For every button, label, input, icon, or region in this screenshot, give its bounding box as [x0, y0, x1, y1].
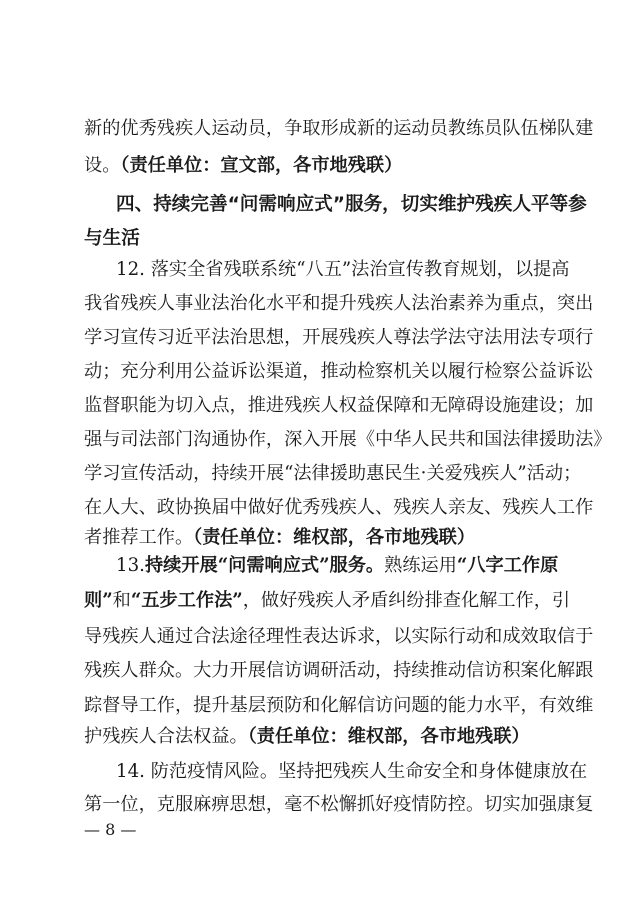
text-run: 监督职能为切入点，推进残疾人权益保障和无障碍设施建设；加	[84, 395, 594, 416]
paragraph-line	[84, 289, 594, 319]
text-run: 熟练运用	[384, 555, 457, 576]
paragraph-line	[84, 622, 594, 652]
paragraph-line	[116, 255, 570, 285]
section-heading-text: 与生活	[84, 228, 140, 249]
page-number: — 8 —	[84, 820, 137, 839]
emphasis: 则”	[84, 590, 113, 611]
paragraph-line	[84, 722, 554, 752]
text-run: 者推荐工作。	[84, 527, 194, 548]
text-run: 学习宣传活动，持续开展“法律援助惠民生·关爱残疾人”活动；	[84, 463, 582, 484]
text-run: 新的优秀残疾人运动员，争取形成新的运动员教练员队伍梯队建	[84, 118, 594, 139]
emphasis: “五步工作法”	[130, 590, 243, 611]
text-run: 学习宣传习近平法治思想，开展残疾人尊法学法守法用法专项行	[84, 327, 594, 348]
paragraph-line	[84, 790, 594, 820]
paragraph-line	[84, 586, 571, 616]
text-run: 设。	[84, 155, 121, 176]
paragraph-line	[116, 551, 559, 581]
responsible-unit: （责任单位：维权部，各市地残联）	[247, 726, 530, 747]
paragraph-line	[84, 691, 594, 721]
section-heading	[116, 190, 587, 220]
section-heading	[84, 224, 554, 254]
text-run: 导残疾人通过合法途径理性表达诉求，以实际行动和成效取信于	[84, 626, 594, 647]
text-run: 14. 防范疫情风险。坚持把残疾人生命安全和身体健康放在	[116, 761, 588, 782]
paragraph-line	[84, 114, 594, 144]
text-run: 护残疾人合法权益。	[84, 726, 248, 747]
text-run: 第一位，克服麻痹思想，毫不松懈抓好疫情防控。切实加强康复	[84, 794, 594, 815]
paragraph-line	[84, 656, 594, 686]
text-run: 在人大、政协换届中做好优秀残疾人、残疾人亲友、残疾人工作	[84, 497, 594, 518]
text-run: 13.	[116, 555, 145, 576]
paragraph-line	[116, 757, 588, 787]
item-title: 持续开展“问需响应式”服务。	[144, 555, 385, 576]
text-run: 动；充分利用公益诉讼渠道，推动检察机关以履行检察公益诉讼	[84, 361, 594, 382]
paragraph-line	[84, 357, 594, 387]
paragraph-line	[84, 523, 554, 553]
text-run: 踪督导工作，提升基层预防和化解信访问题的能力水平，有效维	[84, 695, 594, 716]
paragraph-line	[84, 425, 612, 455]
text-run: 残疾人群众。大力开展信访调研活动，持续推动信访积案化解跟	[84, 660, 594, 681]
text-run: 12. 落实全省残联系统“八五”法治宣传教育规划，以提高	[116, 259, 570, 280]
paragraph-line	[84, 151, 554, 181]
text-run: ，做好残疾人矛盾纠纷排查化解工作，引	[242, 590, 571, 611]
paragraph-line	[84, 323, 594, 353]
emphasis: “八字工作原	[456, 555, 559, 576]
paragraph-line	[84, 493, 594, 523]
text-run: 强与司法部门沟通协作，深入开展《中华人民共和国法律援助法》	[84, 429, 612, 450]
responsible-unit: （责任单位：宣文部，各市地残联）	[120, 155, 403, 176]
section-heading-text: 四、持续完善“问需响应式”服务，切实维护残疾人平等参	[116, 194, 587, 215]
responsible-unit: （责任单位：维权部，各市地残联）	[193, 527, 476, 548]
text-run: 我省残疾人事业法治化水平和提升残疾人法治素养为重点，突出	[84, 293, 594, 314]
text-run: 和	[112, 590, 131, 611]
paragraph-line	[84, 459, 582, 489]
paragraph-line	[84, 391, 594, 421]
